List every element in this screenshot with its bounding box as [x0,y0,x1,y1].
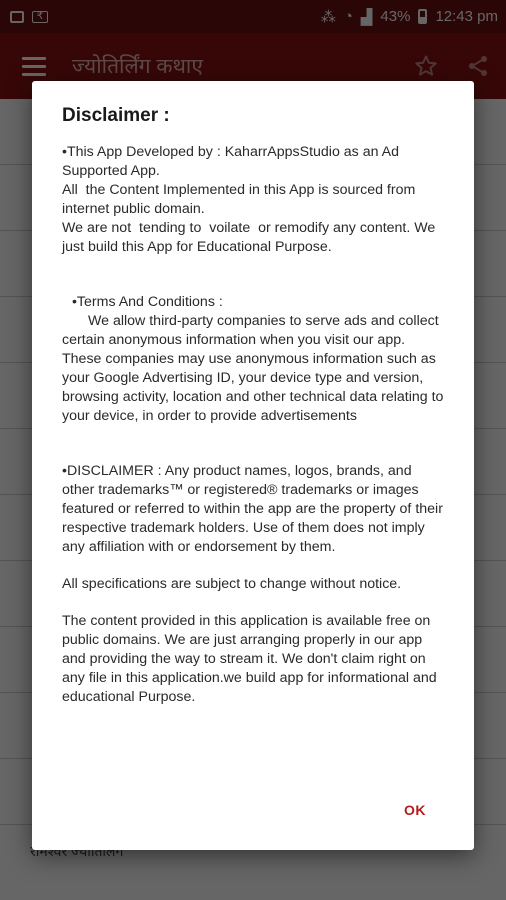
specifications-paragraph: All specifications are subject to change without notice. [62,576,402,592]
content-source-paragraph: The content provided in this application is available free on public domains. We are just arranging properly in our app and providing the way to stream it. We don't claim right on any file in this application.we build app for informational and educational Purpose. [62,613,441,705]
disclaimer-dialog [32,81,474,850]
terms-paragraph: We allow third-party companies to serve ads and collect certain anonymous information when you visit our app. These companies may use anonymous information such as your Google Advertising ID, your device type and version, browsing activity, location and other technical data relating to your device, in order to provide advertisements [62,313,448,424]
terms-heading: •Terms And Conditions : [68,294,223,310]
app-developer-paragraph: •This App Developed by : KaharrAppsStudio as an Ad Supported App. All the Content Implemented in this App is sourced from internet public domain. We are not tending to voilate or remodify any content. We just build this App for Educational Purpose. [62,144,436,255]
ok-button[interactable]: OK [400,796,430,824]
dialog-body [62,143,448,707]
trademark-disclaimer-paragraph: •DISCLAIMER : Any product names, logos, brands, and other trademarks™ or registered® trademarks or images featured or referred to within the app are the property of their respective trademark holders. Use of them does not imply any affiliation with or endorsement by them. [62,463,447,555]
dialog-title: Disclaimer : [62,105,170,126]
